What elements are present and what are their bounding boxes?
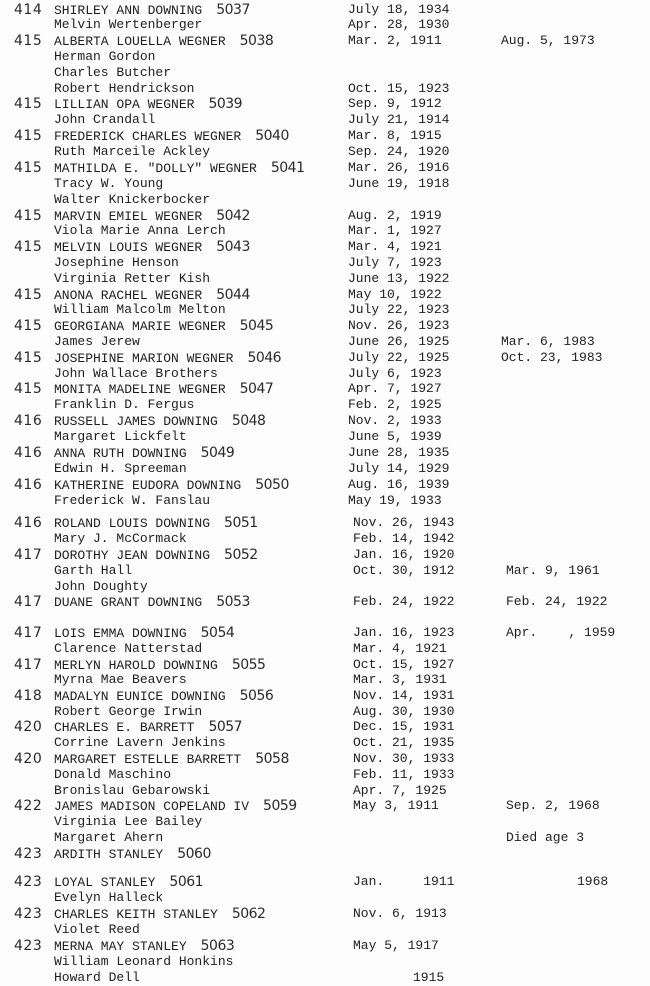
- entry-row: [0, 798, 650, 814]
- name-text: ANNA RUTH DOWNING: [54, 446, 187, 461]
- birth-date: July 22, 1925: [348, 350, 450, 365]
- page-reference: 422: [14, 798, 43, 814]
- spouse-row: [0, 704, 650, 720]
- death-date: Sep. 2, 1968: [506, 798, 600, 813]
- spouse-row: [0, 954, 650, 970]
- birth-date: Nov. 26, 1943: [353, 515, 455, 530]
- person-number: 5059: [263, 798, 297, 814]
- birth-date: Mar. 2, 1911: [348, 33, 442, 48]
- spouse-row: [0, 531, 650, 547]
- spouse-name: [54, 429, 187, 445]
- birth-date: Apr. 7, 1927: [348, 381, 442, 396]
- spouse-name: [54, 579, 148, 595]
- name-text: KATHERINE EUDORA DOWNING: [54, 478, 242, 493]
- person-name: [54, 547, 258, 564]
- death-note: Died age 3: [506, 830, 585, 845]
- spouse-row: [0, 255, 650, 271]
- name-text: JOSEPHINE MARION WEGNER: [54, 351, 234, 366]
- spouse-name: [54, 461, 187, 477]
- entry-row: [0, 906, 650, 922]
- person-name: [54, 515, 258, 532]
- person-number: 5049: [200, 445, 235, 461]
- death-date: Apr. , 1959: [506, 625, 616, 640]
- spouse-name: [54, 49, 155, 65]
- name-text: SHIRLEY ANN DOWNING: [54, 3, 203, 18]
- person-name: [54, 350, 281, 367]
- birth-date: Sep. 24, 1920: [348, 144, 450, 159]
- person-name: [54, 938, 234, 955]
- birth-date: Feb. 14, 1942: [353, 531, 455, 546]
- spouse-name: [54, 814, 202, 830]
- name-text: John Crandall: [54, 112, 156, 127]
- person-name: [54, 874, 203, 891]
- spouse-name: [54, 397, 194, 413]
- birth-date: June 19, 1918: [348, 176, 450, 191]
- page-reference: 415: [14, 318, 43, 334]
- spouse-row: [0, 641, 650, 657]
- spouse-row: [0, 176, 650, 192]
- spouse-row: [0, 563, 650, 579]
- birth-date: Apr. 28, 1930: [348, 17, 450, 32]
- name-text: DUANE GRANT DOWNING: [54, 595, 203, 610]
- person-number: 5062: [231, 906, 266, 922]
- name-text: James Jerew: [54, 334, 140, 349]
- birth-date: Feb. 24, 1922: [353, 594, 455, 609]
- page-reference: 415: [14, 381, 43, 397]
- entry-row: [0, 239, 650, 255]
- birth-date: Oct. 30, 1912: [353, 563, 455, 578]
- entry-row: [0, 2, 650, 18]
- name-text: DOROTHY JEAN DOWNING: [54, 548, 211, 563]
- person-name: [54, 719, 242, 736]
- page-reference: 415: [14, 33, 43, 49]
- page-reference: 415: [14, 96, 43, 112]
- name-text: Ruth Marceile Ackley: [54, 144, 211, 159]
- spouse-name: [54, 783, 210, 799]
- entry-row: [0, 350, 650, 366]
- spouse-name: [54, 334, 140, 350]
- person-number: 5054: [200, 625, 235, 641]
- name-text: Viola Marie Anna Lerch: [54, 223, 226, 238]
- name-text: Margaret Ahern: [54, 830, 164, 845]
- spouse-row: [0, 144, 650, 160]
- name-text: MARVIN EMIEL WEGNER: [54, 209, 203, 224]
- entry-row: [0, 33, 650, 49]
- name-text: Robert Hendrickson: [54, 81, 195, 96]
- entry-row: [0, 160, 650, 176]
- death-date: Mar. 9, 1961: [506, 563, 600, 578]
- birth-date: June 28, 1935: [348, 445, 450, 460]
- name-text: Corrine Lavern Jenkins: [54, 735, 226, 750]
- entry-row: [0, 719, 650, 735]
- spouse-name: [54, 767, 171, 783]
- person-number: 5037: [216, 2, 250, 18]
- spouse-name: [54, 641, 202, 657]
- spouse-row: [0, 271, 650, 287]
- spouse-name: [54, 302, 226, 318]
- birth-date: July 14, 1929: [348, 461, 450, 476]
- birth-date: Feb. 11, 1933: [353, 767, 455, 782]
- name-text: Melvin Wertenberger: [54, 17, 203, 32]
- spouse-row: [0, 49, 650, 65]
- entry-row: [0, 96, 650, 112]
- person-number: 5047: [239, 381, 274, 397]
- spouse-name: [54, 271, 210, 287]
- entry-row: [0, 318, 650, 334]
- person-number: 5038: [239, 33, 274, 49]
- name-text: ANONA RACHEL WEGNER: [54, 288, 203, 303]
- name-text: LOIS EMMA DOWNING: [54, 626, 187, 641]
- name-text: John Wallace Brothers: [54, 366, 218, 381]
- spouse-name: [54, 65, 171, 81]
- spouse-row: [0, 767, 650, 783]
- birth-date: Oct. 15, 1927: [353, 657, 455, 672]
- entry-row: [0, 381, 650, 397]
- spouse-row: [0, 334, 650, 350]
- entry-row: [0, 128, 650, 144]
- birth-date: July 22, 1923: [348, 302, 450, 317]
- person-number: 5041: [270, 160, 305, 176]
- person-number: 5042: [216, 208, 250, 224]
- name-text: MADALYN EUNICE DOWNING: [54, 689, 226, 704]
- person-number: 5060: [177, 846, 211, 862]
- person-name: [54, 160, 304, 177]
- person-number: 5055: [231, 657, 266, 673]
- page-reference: 415: [14, 287, 43, 303]
- birth-date: July 7, 1923: [348, 255, 442, 270]
- person-name: [54, 96, 242, 113]
- birth-date: July 6, 1923: [348, 366, 442, 381]
- page-reference: 415: [14, 350, 43, 366]
- spouse-name: [54, 563, 132, 579]
- person-name: [54, 381, 273, 398]
- spouse-name: [54, 890, 163, 906]
- entry-row: [0, 445, 650, 461]
- entry-row: [0, 688, 650, 704]
- page-reference: 415: [14, 208, 43, 224]
- spouse-row: [0, 672, 650, 688]
- birth-date: Mar. 3, 1931: [353, 672, 447, 687]
- person-number: 5053: [216, 594, 250, 610]
- spouse-row: [0, 890, 650, 906]
- entry-row: [0, 208, 650, 224]
- person-number: 5046: [247, 350, 282, 366]
- page-reference: 423: [14, 874, 43, 890]
- name-text: Donald Maschino: [54, 767, 172, 782]
- entry-row: [0, 846, 650, 862]
- birth-date: July 18, 1934: [348, 2, 450, 17]
- birth-date: Sep. 9, 1912: [348, 96, 442, 111]
- birth-date: Aug. 2, 1919: [348, 208, 442, 223]
- person-name: [54, 751, 289, 768]
- person-name: [54, 128, 289, 145]
- page-reference: 420: [14, 719, 43, 735]
- spouse-name: [54, 531, 187, 547]
- name-text: Mary J. McCormack: [54, 531, 187, 546]
- page-reference: 416: [14, 445, 43, 461]
- birth-date: Aug. 30, 1930: [353, 704, 455, 719]
- entry-row: [0, 413, 650, 429]
- birth-date: Mar. 8, 1915: [348, 128, 442, 143]
- person-name: [54, 625, 234, 642]
- person-name: [54, 477, 289, 494]
- birth-date: Dec. 15, 1931: [353, 719, 455, 734]
- birth-date: Jan. 16, 1923: [353, 625, 455, 640]
- page-reference: 417: [14, 625, 43, 641]
- person-number: 5051: [224, 515, 258, 531]
- person-number: 5044: [216, 287, 250, 303]
- birth-date: Mar. 26, 1916: [348, 160, 450, 175]
- name-text: LILLIAN OPA WEGNER: [54, 97, 195, 112]
- page-reference: 415: [14, 160, 43, 176]
- name-text: Robert George Irwin: [54, 704, 203, 719]
- page-reference: 416: [14, 413, 43, 429]
- spouse-name: [54, 366, 218, 382]
- entry-row: [0, 657, 650, 673]
- name-text: Virginia Retter Kish: [54, 271, 211, 286]
- death-date: Aug. 5, 1973: [501, 33, 595, 48]
- birth-date: May 3, 1911: [353, 798, 439, 813]
- spouse-row: [0, 970, 650, 986]
- page-reference: 420: [14, 751, 43, 767]
- spouse-row: [0, 461, 650, 477]
- page-reference: 423: [14, 938, 43, 954]
- name-text: Howard Dell: [54, 970, 140, 985]
- person-number: 5052: [224, 547, 258, 563]
- name-text: William Malcolm Melton: [54, 302, 226, 317]
- entry-row: [0, 751, 650, 767]
- birth-date: Jan. 1911: [353, 874, 455, 889]
- page-reference: 417: [14, 547, 43, 563]
- spouse-row: [0, 493, 650, 509]
- name-text: RUSSELL JAMES DOWNING: [54, 414, 218, 429]
- page-reference: 423: [14, 906, 43, 922]
- name-text: Myrna Mae Beavers: [54, 672, 187, 687]
- spouse-row: [0, 735, 650, 751]
- birth-date: Nov. 26, 1923: [348, 318, 450, 333]
- person-name: [54, 318, 273, 335]
- birth-date: June 5, 1939: [348, 429, 442, 444]
- name-text: JAMES MADISON COPELAND IV: [54, 799, 250, 814]
- name-text: MARGARET ESTELLE BARRETT: [54, 752, 242, 767]
- person-name: [54, 906, 265, 923]
- name-text: Virginia Lee Bailey: [54, 814, 203, 829]
- page-reference: 416: [14, 515, 43, 531]
- birth-date: Mar. 4, 1921: [353, 641, 447, 656]
- spouse-row: [0, 366, 650, 382]
- name-text: MATHILDA E. "DOLLY" WEGNER: [54, 161, 257, 176]
- name-text: Tracy W. Young: [54, 176, 164, 191]
- spouse-row: [0, 830, 650, 846]
- name-text: Clarence Natterstad: [54, 641, 203, 656]
- spouse-row: [0, 429, 650, 445]
- spouse-row: [0, 65, 650, 81]
- name-text: William Leonard Honkins: [54, 954, 234, 969]
- person-number: 5039: [208, 96, 243, 112]
- name-text: LOYAL STANLEY: [54, 875, 156, 890]
- spouse-name: [54, 735, 226, 751]
- name-text: Margaret Lickfelt: [54, 429, 187, 444]
- birth-date: June 13, 1922: [348, 271, 450, 286]
- birth-date: Nov. 2, 1933: [348, 413, 442, 428]
- name-text: FREDERICK CHARLES WEGNER: [54, 129, 242, 144]
- spouse-row: [0, 112, 650, 128]
- entry-row: [0, 594, 650, 610]
- name-text: MONITA MADELINE WEGNER: [54, 382, 226, 397]
- entry-row: [0, 625, 650, 641]
- spouse-row: [0, 579, 650, 595]
- page-reference: 415: [14, 128, 43, 144]
- name-text: Herman Gordon: [54, 49, 156, 64]
- person-name: [54, 413, 265, 430]
- birth-date: Feb. 2, 1925: [348, 397, 442, 412]
- birth-date: 1915: [413, 970, 445, 985]
- person-name: [54, 594, 250, 611]
- page-reference: 423: [14, 846, 43, 862]
- name-text: Garth Hall: [54, 563, 133, 578]
- name-text: Walter Knickerbocker: [54, 192, 211, 207]
- birth-date: Mar. 4, 1921: [348, 239, 442, 254]
- name-text: CHARLES KEITH STANLEY: [54, 907, 218, 922]
- birth-date: May 10, 1922: [348, 287, 442, 302]
- person-number: 5045: [239, 318, 274, 334]
- name-text: Charles Butcher: [54, 65, 172, 80]
- person-number: 5061: [169, 874, 204, 890]
- person-number: 5056: [239, 688, 274, 704]
- page-reference: 417: [14, 657, 43, 673]
- name-text: GEORGIANA MARIE WEGNER: [54, 319, 226, 334]
- person-name: [54, 798, 297, 815]
- page-reference: 415: [14, 239, 43, 255]
- name-text: ALBERTA LOUELLA WEGNER: [54, 34, 226, 49]
- spouse-name: [54, 81, 194, 97]
- entry-row: [0, 287, 650, 303]
- name-text: ARDITH STANLEY: [54, 847, 164, 862]
- person-number: 5063: [200, 938, 235, 954]
- person-name: [54, 33, 273, 50]
- name-text: John Doughty: [54, 579, 148, 594]
- spouse-row: [0, 302, 650, 318]
- name-text: Frederick W. Fanslau: [54, 493, 211, 508]
- name-text: MELVIN LOUIS WEGNER: [54, 240, 203, 255]
- birth-date: Nov. 14, 1931: [353, 688, 455, 703]
- page-reference: 417: [14, 594, 43, 610]
- spouse-name: [54, 144, 210, 160]
- page-reference: 416: [14, 477, 43, 493]
- spouse-name: [54, 493, 210, 509]
- name-text: Franklin D. Fergus: [54, 397, 195, 412]
- name-text: Evelyn Halleck: [54, 890, 164, 905]
- entry-row: [0, 515, 650, 531]
- spouse-row: [0, 783, 650, 799]
- spouse-name: [54, 954, 233, 970]
- name-text: MERNA MAY STANLEY: [54, 939, 187, 954]
- page-reference: 414: [14, 2, 43, 18]
- entry-row: [0, 938, 650, 954]
- person-number: 5043: [216, 239, 250, 255]
- person-name: [54, 846, 211, 863]
- spouse-name: [54, 704, 202, 720]
- entry-row: [0, 547, 650, 563]
- birth-date: June 26, 1925: [348, 334, 450, 349]
- birth-date: Nov. 6, 1913: [353, 906, 447, 921]
- person-name: [54, 239, 250, 256]
- spouse-name: [54, 255, 179, 271]
- spouse-row: [0, 922, 650, 938]
- birth-date: Oct. 21, 1935: [353, 735, 455, 750]
- name-text: MERLYN HAROLD DOWNING: [54, 658, 218, 673]
- spouse-name: [54, 223, 226, 239]
- person-number: 5048: [231, 413, 266, 429]
- name-text: Bronislau Gebarowski: [54, 783, 211, 798]
- person-name: [54, 688, 273, 705]
- person-number: 5058: [255, 751, 289, 767]
- person-number: 5040: [255, 128, 289, 144]
- spouse-name: [54, 830, 163, 846]
- spouse-name: [54, 672, 187, 688]
- entry-row: [0, 477, 650, 493]
- birth-date: Oct. 15, 1923: [348, 81, 450, 96]
- spouse-name: [54, 176, 163, 192]
- entry-row: [0, 874, 650, 890]
- person-number: 5057: [208, 719, 243, 735]
- birth-date: Apr. 7, 1925: [353, 783, 447, 798]
- spouse-row: [0, 397, 650, 413]
- death-date: Mar. 6, 1983: [501, 334, 595, 349]
- name-text: CHARLES E. BARRETT: [54, 720, 195, 735]
- birth-date: Nov. 30, 1933: [353, 751, 455, 766]
- birth-date: Mar. 1, 1927: [348, 223, 442, 238]
- person-number: 5050: [255, 477, 289, 493]
- birth-date: May 19, 1933: [348, 493, 442, 508]
- death-date: Oct. 23, 1983: [501, 350, 603, 365]
- spouse-row: [0, 223, 650, 239]
- birth-date: July 21, 1914: [348, 112, 450, 127]
- spouse-row: [0, 192, 650, 208]
- person-name: [54, 445, 234, 462]
- spouse-name: [54, 112, 155, 128]
- name-text: ROLAND LOUIS DOWNING: [54, 516, 211, 531]
- name-text: Violet Reed: [54, 922, 140, 937]
- death-date: 1968: [577, 874, 609, 889]
- birth-date: Aug. 16, 1939: [348, 477, 450, 492]
- birth-date: May 5, 1917: [353, 938, 439, 953]
- spouse-row: [0, 17, 650, 33]
- spouse-name: [54, 922, 140, 938]
- page-reference: 418: [14, 688, 43, 704]
- spouse-name: [54, 192, 210, 208]
- spouse-name: [54, 970, 140, 986]
- spouse-row: [0, 81, 650, 97]
- spouse-row: [0, 814, 650, 830]
- death-date: Feb. 24, 1922: [506, 594, 608, 609]
- name-text: Edwin H. Spreeman: [54, 461, 187, 476]
- spouse-name: [54, 17, 202, 33]
- birth-date: Jan. 16, 1920: [353, 547, 455, 562]
- name-text: Josephine Henson: [54, 255, 179, 270]
